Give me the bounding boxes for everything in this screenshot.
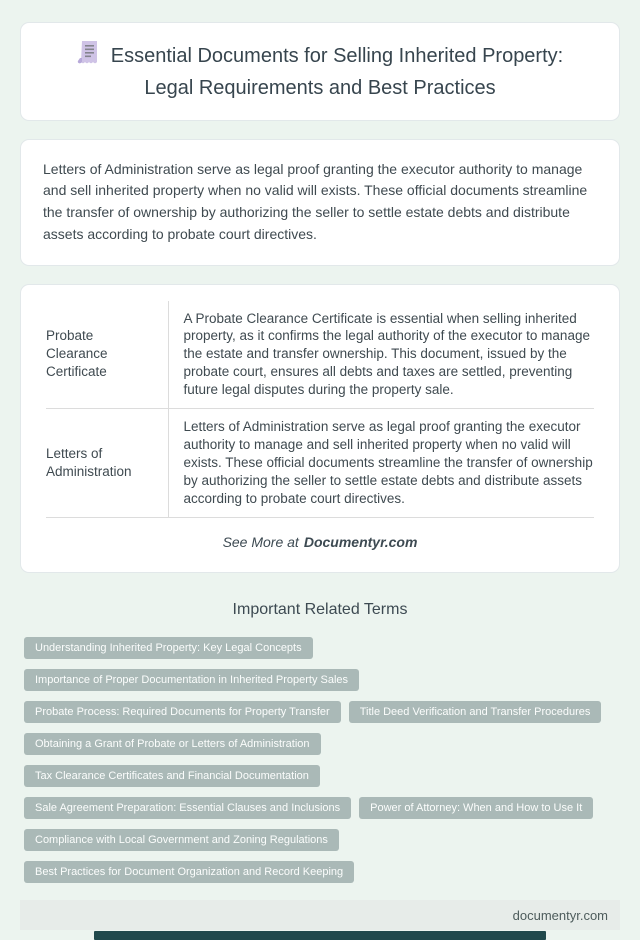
tag-compliance-zoning[interactable]: Compliance with Local Government and Zoning Regulations [24, 829, 339, 851]
related-terms-tags [0, 637, 640, 883]
term-cell: Probate Clearance Certificate [46, 301, 168, 409]
tag-power-of-attorney[interactable]: Power of Attorney: When and How to Use It [359, 797, 593, 819]
term-cell: Letters of Administration [46, 409, 168, 518]
footer-site-name: documentyr.com [512, 907, 608, 923]
see-more-site-link[interactable]: Documentyr.com [303, 534, 418, 551]
intro-card [20, 139, 620, 266]
tag-importance-of-documentation[interactable]: Importance of Proper Documentation in Inherited Property Sales [24, 669, 359, 691]
definitions-card [20, 284, 620, 574]
definitions-table [46, 301, 594, 519]
tag-sale-agreement-preparation[interactable]: Sale Agreement Preparation: Essential Clauses and Inclusions [24, 797, 351, 819]
table-row [46, 409, 594, 518]
see-more-line [46, 518, 594, 560]
title-card [20, 22, 620, 121]
table-row [46, 301, 594, 409]
tag-grant-of-probate[interactable]: Obtaining a Grant of Probate or Letters of Administration [24, 733, 321, 755]
description-cell: A Probate Clearance Certificate is essential when selling inherited property, as it confirms the legal authority of the executor to manage the estate and transfer ownership. This document, issued by the probate court, ensures all debts and taxes are settled, preventing future legal disputes during the property sale. [168, 301, 594, 409]
tag-understanding-inherited-property[interactable]: Understanding Inherited Property: Key Legal Concepts [24, 637, 313, 659]
see-more-prefix: See More at [222, 534, 299, 551]
bottom-accent-bar [94, 931, 546, 940]
tag-document-organization[interactable]: Best Practices for Document Organization and Record Keeping [24, 861, 354, 883]
page-title [70, 40, 570, 103]
tag-tax-clearance-certificates[interactable]: Tax Clearance Certificates and Financial Documentation [24, 765, 320, 787]
receipt-icon [77, 40, 101, 74]
tag-title-deed-verification[interactable]: Title Deed Verification and Transfer Procedures [349, 701, 602, 723]
intro-paragraph: Letters of Administration serve as legal proof granting the executor authority to manage and sell inherited property when no valid will exists. These official documents streamline the transfer of ownership by authorizing the seller to settle estate debts and distribute assets according to probate court directives. [43, 160, 588, 242]
tag-probate-process[interactable]: Probate Process: Required Documents for Property Transfer [24, 701, 341, 723]
footer-bar [20, 900, 620, 930]
page-title-text: Essential Documents for Selling Inherited Property: Legal Requirements and Best Practices [110, 45, 564, 100]
description-cell: Letters of Administration serve as legal proof granting the executor authority to manage and sell inherited property when no valid will exists. These official documents streamline the transfer of ownership by authorizing the seller to settle estate debts and distribute assets according to probate court directives. [168, 409, 594, 518]
related-terms-heading: Important Related Terms [232, 601, 408, 619]
